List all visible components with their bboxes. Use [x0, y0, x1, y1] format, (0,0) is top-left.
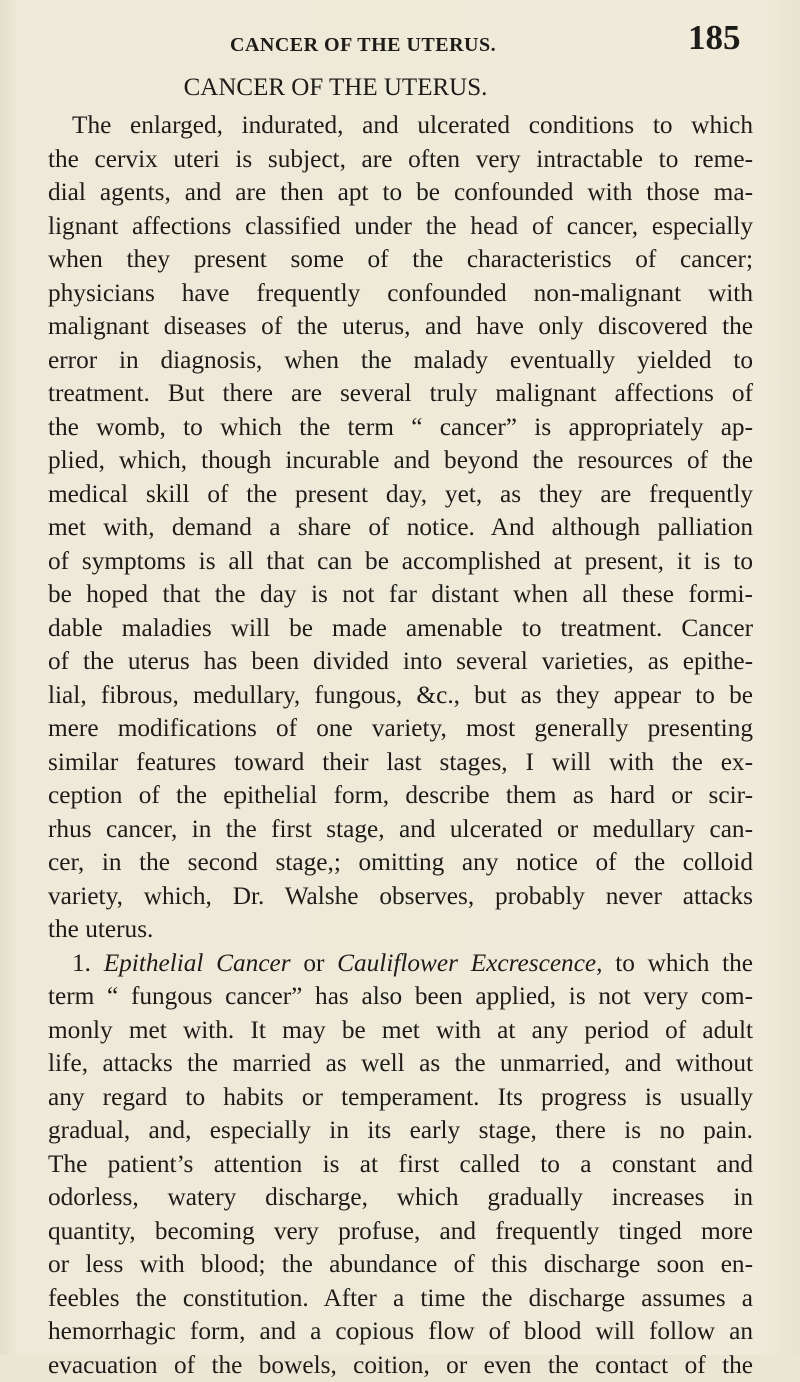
text-line: medical skill of the present day, yet, as they are frequently	[48, 478, 753, 512]
text-line: similar features toward their last stages, I will with the ex-	[48, 746, 753, 780]
page-number: 185	[688, 18, 741, 58]
text-line: of symptoms is all that can be accomplished at present, it is to	[48, 545, 753, 579]
text-line: mere modifications of one variety, most generally presenting	[48, 712, 753, 746]
text-line: when they present some of the characteristics of cancer;	[48, 243, 753, 277]
text-line: lial, fibrous, medullary, fungous, &c., but as they appear to be	[48, 679, 753, 713]
text-line: plied, which, though incurable and beyond the resources of the	[48, 444, 753, 478]
text-line: lignant affections classified under the head of cancer, especially	[48, 210, 753, 244]
text-line: met with, demand a share of notice. And although palliation	[48, 511, 753, 545]
text-line: physicians have frequently confounded non-malignant with	[48, 277, 753, 311]
text-line: dial agents, and are then apt to be confounded with those ma-	[48, 176, 753, 210]
body-text	[48, 72, 753, 1382]
text-line: malignant diseases of the uterus, and have only discovered the	[48, 310, 753, 344]
text-line: of the uterus has been divided into several varieties, as epithe-	[48, 645, 753, 679]
text-line: quantity, becoming very profuse, and frequently tinged more	[48, 1215, 753, 1249]
text-line: odorless, watery discharge, which gradually increases in	[48, 1181, 753, 1215]
running-head	[0, 14, 800, 64]
text-line: term “ fungous cancer” has also been applied, is not very com-	[48, 980, 753, 1014]
text-line: any regard to habits or temperament. Its progress is usually	[48, 1081, 753, 1115]
text-line: rhus cancer, in the first stage, and ulcerated or medullary can-	[48, 813, 753, 847]
text-line: or less with blood; the abundance of this discharge soon en-	[48, 1248, 753, 1282]
item-title-epithelial: Epithelial Cancer	[104, 949, 291, 977]
item-conjunction: or	[303, 949, 324, 977]
list-item-heading-line	[48, 947, 753, 981]
text-line: life, attacks the married as well as the unmarried, and without	[48, 1047, 753, 1081]
text-line: The patient’s attention is at first called to a constant and	[48, 1148, 753, 1182]
text-line: gradual, and, especially in its early stage, there is no pain.	[48, 1114, 753, 1148]
text-line: dable maladies will be made amenable to treatment. Cancer	[48, 612, 753, 646]
text-line: hemorrhagic form, and a copious flow of blood will follow an	[48, 1315, 753, 1349]
section-heading: CANCER OF THE UTERUS.	[48, 72, 753, 104]
text-line: ception of the epithelial form, describe them as hard or scir-	[48, 779, 753, 813]
text-line: the uterus.	[48, 913, 753, 947]
text-line: monly met with. It may be met with at any period of adult	[48, 1014, 753, 1048]
text-line: variety, which, Dr. Walshe observes, probably never attacks	[48, 880, 753, 914]
text-line: the womb, to which the term “ cancer” is appropriately ap-	[48, 411, 753, 445]
text-line: error in diagnosis, when the malady eventually yielded to	[48, 344, 753, 378]
text-line: the cervix uteri is subject, are often very intractable to reme-	[48, 143, 753, 177]
text-line: treatment. But there are several truly malignant affections of	[48, 377, 753, 411]
running-title: CANCER OF THE UTERUS.	[230, 34, 496, 57]
text-line: The enlarged, indurated, and ulcerated conditions to which	[48, 109, 753, 143]
text-line: feebles the constitution. After a time the discharge assumes a	[48, 1282, 753, 1316]
text-line: evacuation of the bowels, coition, or even the contact of the	[48, 1349, 753, 1382]
text-line: be hoped that the day is not far distant when all these formi-	[48, 578, 753, 612]
text-line: cer, in the second stage,; omitting any notice of the colloid	[48, 846, 753, 880]
item-line-rest: to which the	[615, 949, 753, 977]
item-title-cauliflower: Cauliflower Excrescence,	[337, 949, 602, 977]
item-number: 1.	[72, 949, 91, 977]
